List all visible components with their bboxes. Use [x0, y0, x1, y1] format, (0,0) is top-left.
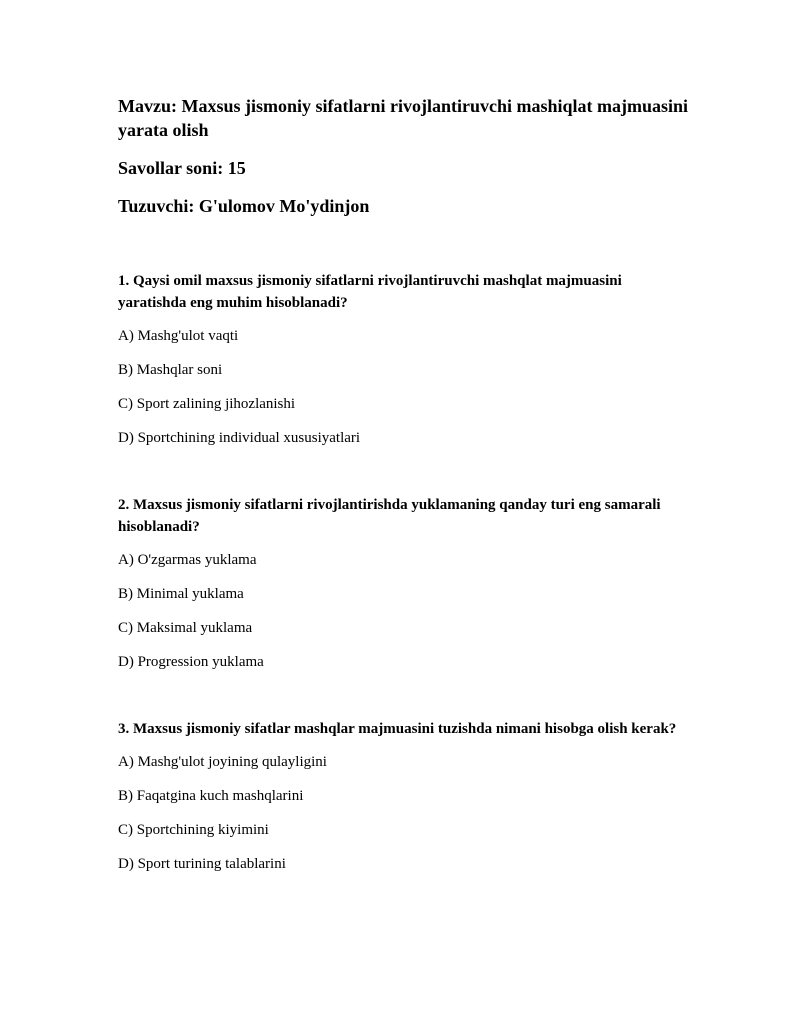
answer-option-b: B) Faqatgina kuch mashqlarini — [118, 788, 304, 804]
author-line: Tuzuvchi: G'ulomov Mo'ydinjon — [118, 196, 370, 216]
document-content — [118, 94, 688, 874]
answer-option-b: B) Minimal yuklama — [118, 586, 244, 602]
question-text: 3. Maxsus jismoniy sifatlar mashqlar majmuasini tuzishda nimani hisobga olish kerak? — [118, 721, 677, 737]
answer-option-c: C) Maksimal yuklama — [118, 620, 253, 636]
answer-option-d: D) Progression yuklama — [118, 654, 264, 670]
answer-option-d: D) Sportchining individual xususiyatlari — [118, 430, 361, 446]
question-list — [118, 270, 688, 874]
answer-option-c: C) Sport zalining jihozlanishi — [118, 396, 296, 412]
answer-option-a: A) O'zgarmas yuklama — [118, 552, 257, 568]
answer-option-c: C) Sportchining kiyimini — [118, 822, 269, 838]
answer-option-b: B) Mashqlar soni — [118, 362, 223, 378]
answer-option-a: A) Mashg'ulot vaqti — [118, 328, 239, 344]
answer-option-a: A) Mashg'ulot joyining qulayligini — [118, 754, 327, 770]
document-title: Mavzu: Maxsus jismoniy sifatlarni rivojlantiruvchi mashiqlat majmuasini yarata olish — [118, 96, 689, 140]
question-text: 1. Qaysi omil maxsus jismoniy sifatlarni rivojlantiruvchi mashqlat majmuasini yaratishda eng muhim hisoblanadi? — [118, 273, 622, 311]
question-3 — [118, 718, 688, 874]
answer-option-d: D) Sport turining talablarini — [118, 856, 286, 872]
question-2 — [118, 494, 688, 672]
question-text: 2. Maxsus jismoniy sifatlarni rivojlantirishda yuklamaning qanday turi eng samarali hisoblanadi? — [118, 497, 661, 535]
question-1 — [118, 270, 688, 448]
question-count: Savollar soni: 15 — [118, 158, 246, 178]
